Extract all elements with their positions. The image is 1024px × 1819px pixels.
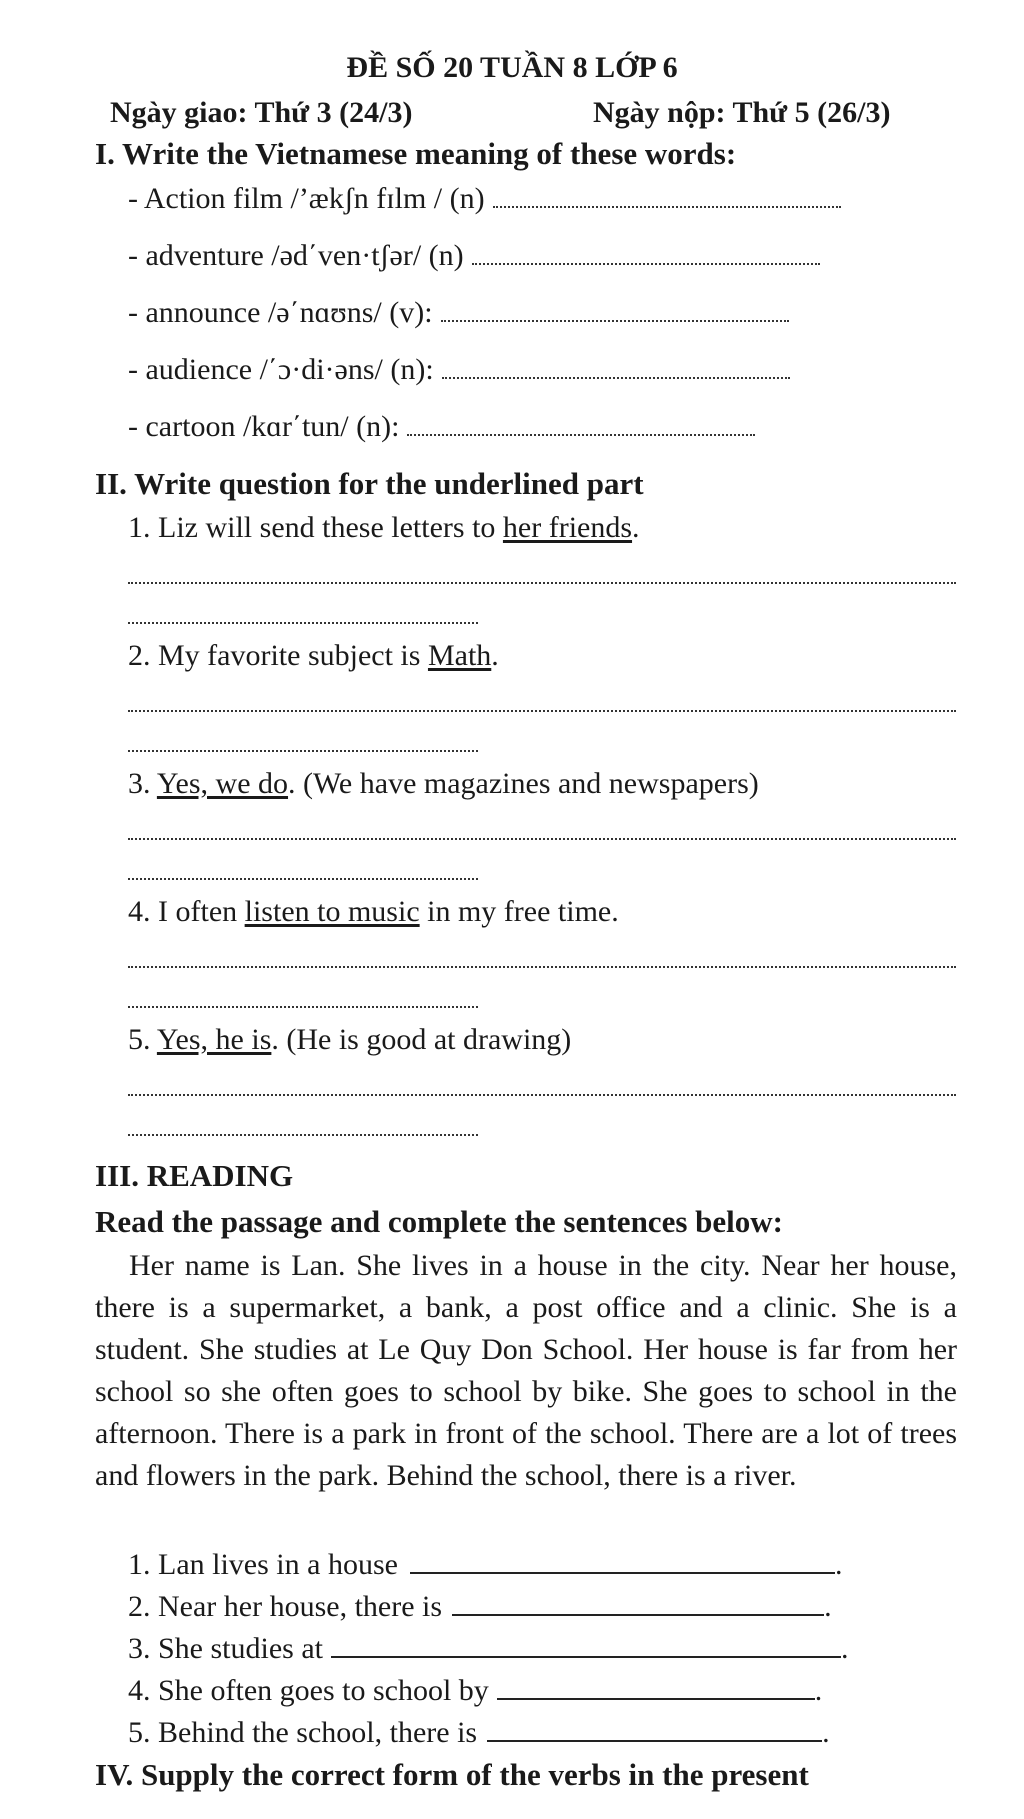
question-text: . [491, 639, 499, 672]
reading-passage: Her name is Lan. She lives in a house in the city. Near her house, there is a supermarket, a bank, a post office and a clinic. She is a student. She studies at Le Quy Don School. Her house is far from her school so she often goes to school by bike. She goes to school in the afternoon. There is a park in front of the school. There are a lot of trees and flowers in the park. Behind the school, there is a river. [95, 1249, 957, 1492]
question-item [128, 894, 619, 930]
assigned-date: Ngày giao: Thứ 3 (24/3) [110, 96, 413, 129]
completion-sentence [128, 1715, 830, 1751]
answer-dotted-line[interactable] [128, 838, 956, 840]
answer-dotted-line[interactable] [493, 206, 841, 208]
answer-dotted-line[interactable] [128, 878, 478, 880]
question-item [128, 638, 499, 674]
completion-sentence [128, 1589, 832, 1625]
question-text: 1. Liz will send these letters to [128, 511, 503, 544]
question-text: in my free time. [419, 895, 619, 928]
period: . [841, 1632, 849, 1665]
section3-heading: III. READING [95, 1158, 294, 1193]
answer-dotted-line[interactable] [472, 263, 820, 265]
answer-blank[interactable] [452, 1614, 824, 1616]
vocab-item [128, 181, 841, 217]
vocab-item-text: - audience /΄ɔ·di·əns/ (n): [128, 353, 434, 386]
question-item [128, 510, 640, 546]
sentence-text: 4. She often goes to school by [128, 1674, 489, 1707]
vocab-item [128, 295, 789, 331]
answer-dotted-line[interactable] [128, 622, 478, 624]
question-item [128, 766, 759, 802]
completion-sentence [128, 1631, 849, 1667]
sentence-text: 3. She studies at [128, 1632, 323, 1665]
vocab-item-text: - adventure /əd΄ven·tʃər/ (n) [128, 239, 464, 272]
answer-dotted-line[interactable] [128, 1094, 956, 1096]
answer-dotted-line[interactable] [128, 966, 956, 968]
answer-blank[interactable] [331, 1656, 841, 1658]
due-date: Ngày nộp: Thứ 5 (26/3) [593, 96, 891, 129]
answer-dotted-line[interactable] [128, 1134, 478, 1136]
sentence-text: 5. Behind the school, there is [128, 1716, 478, 1749]
vocab-item-text: - Action film /’ækʃn fɪlm / (n) [128, 182, 485, 215]
vocab-item-text: - announce /ə΄nɑʊns/ (v): [128, 296, 433, 329]
underlined-part: listen to music [244, 895, 420, 928]
sentence-text: 2. Near her house, there is [128, 1590, 443, 1623]
question-text: . [632, 511, 640, 544]
answer-dotted-line[interactable] [128, 750, 478, 752]
page-title: ĐỀ SỐ 20 TUẦN 8 LỚP 6 [346, 51, 678, 84]
underlined-part: Yes, we do [156, 767, 289, 800]
period: . [822, 1716, 830, 1749]
sentence-text: 1. Lan lives in a house [128, 1548, 398, 1581]
vocab-item [128, 352, 790, 388]
underlined-part: Math [427, 639, 492, 672]
section1-heading: I. Write the Vietnamese meaning of these words: [95, 136, 737, 171]
section4-heading: IV. Supply the correct form of the verbs in the present [95, 1757, 809, 1792]
period: . [824, 1590, 832, 1623]
answer-dotted-line[interactable] [128, 582, 956, 584]
reading-instruction: Read the passage and complete the sentences below: [95, 1204, 783, 1239]
underlined-part: her friends [502, 511, 633, 544]
period: . [834, 1548, 843, 1581]
answer-dotted-line[interactable] [442, 377, 790, 379]
vocab-item [128, 238, 820, 274]
answer-blank[interactable] [497, 1698, 815, 1700]
period: . [814, 1674, 823, 1707]
answer-dotted-line[interactable] [128, 710, 956, 712]
question-text: 4. I often [128, 895, 245, 928]
answer-blank[interactable] [410, 1572, 835, 1574]
underlined-part: Yes, he is [156, 1023, 272, 1056]
question-text: . (We have magazines and newspapers) [288, 767, 759, 800]
question-text: 5. [128, 1023, 157, 1056]
question-text: 3. [128, 767, 157, 800]
question-item [128, 1022, 571, 1058]
question-text: . (He is good at drawing) [271, 1023, 572, 1056]
completion-sentence [128, 1547, 842, 1583]
question-text: 2. My favorite subject is [128, 639, 428, 672]
answer-dotted-line[interactable] [128, 1006, 478, 1008]
answer-dotted-line[interactable] [407, 434, 755, 436]
completion-sentence [128, 1673, 822, 1709]
vocab-item-text: - cartoon /kɑr΄tun/ (n): [128, 410, 400, 443]
section2-heading: II. Write question for the underlined part [95, 466, 644, 501]
vocab-item [128, 409, 755, 445]
answer-dotted-line[interactable] [441, 320, 789, 322]
answer-blank[interactable] [487, 1740, 822, 1742]
